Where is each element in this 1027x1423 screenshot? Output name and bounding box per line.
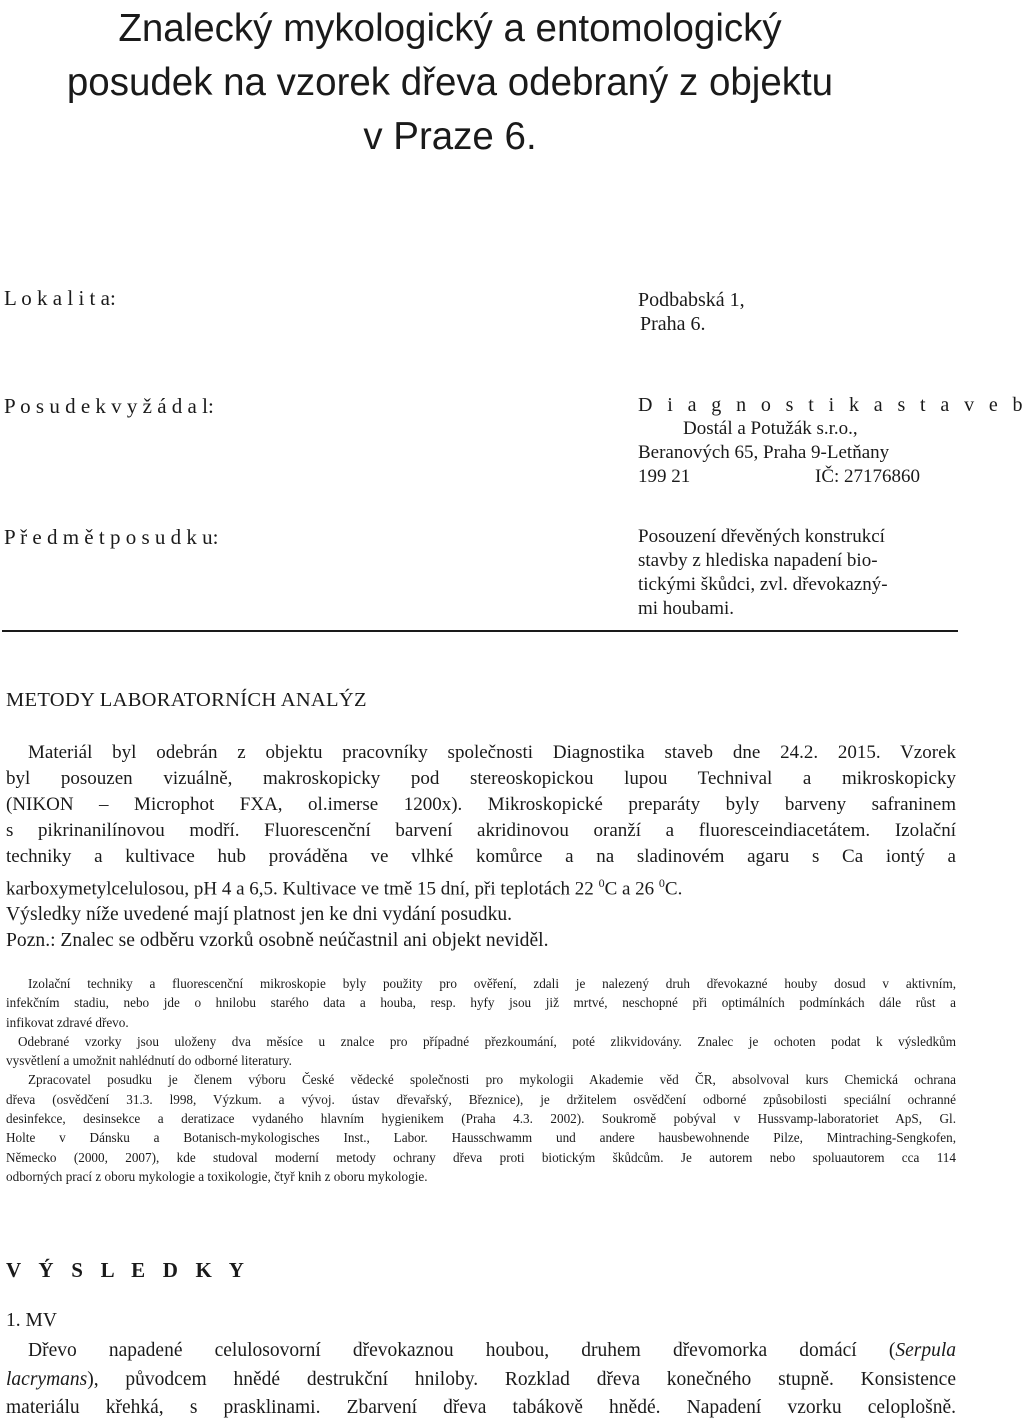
subject-label: P ř e d m ě t p o s u d k u: — [4, 525, 219, 549]
subject-line-2: stavby z hlediska napadení bio- — [638, 550, 878, 571]
results-heading: V Ý S L E D K Y — [6, 1258, 251, 1282]
methods-line-8: Pozn.: Znalec se odběru vzorků osobně neúčastnil ani objekt neviděl. — [6, 930, 549, 952]
company-zip: 199 21 — [638, 466, 691, 487]
locality-line-1: Podbabská 1, — [638, 289, 745, 311]
document-title — [0, 2, 900, 164]
methods-line-6 — [6, 870, 956, 902]
subject-line-3: tickými škůdci, zvl. dřevokazný- — [638, 574, 888, 595]
subject-line-1: Posouzení dřevěných konstrukcí — [638, 526, 885, 547]
note3-line-5: Německo (2000, 2007), kde studoval moderní metody ochrany dřeva proti biotickým škůdcům. Je autorem nebo spoluautorem cca 114 — [6, 1149, 956, 1165]
note3-line-2: dřeva (osvědčení 31.3. l998, Výzkum. a vývoj. ústav dřevařský, Březnice), je držitelem osvědčení odborné způsobilosti speciální ochranné — [6, 1091, 956, 1107]
note3-line-4: Holte v Dánsku a Botanisch-mykologisches Inst., Labor. Hausschwamm und andere hausbewohnende Pilze, Mintraching-Sengkofen, — [6, 1130, 956, 1146]
methods-paragraph — [6, 740, 956, 954]
sample-line-1 — [6, 1337, 956, 1366]
company-address: Beranových 65, Praha 9-Letňany — [638, 442, 890, 463]
company-zip-ic — [638, 465, 1027, 489]
notes-block — [6, 974, 956, 1186]
methods-line-5: techniky a kultivace hub prováděna ve vlhké komůrce a na sladinovém agaru s Ca iontý a — [6, 846, 956, 867]
requested-by-value — [638, 393, 1027, 489]
company-name: D i a g n o s t i k a s t a v e b — [638, 394, 1027, 416]
methods-line-4: s pikrinanilínovou modří. Fluorescenční barvení akridinovou oranží a fluoresceindiacetátem. Izolační — [6, 820, 956, 841]
note2-line-1: Odebrané vzorky jsou uloženy dva měsíce u znalce pro případné přezkoumání, poté zlikvidovány. Znalec je ochoten podat k výsledkům — [18, 1033, 956, 1049]
sample-number: 1. MV — [6, 1310, 57, 1331]
note3-line-1: Zpracovatel posudku je členem výboru České vědecké společnosti pro mykologii Akademie věd ČR, absolvoval kurs Chemická ochrana — [28, 1072, 956, 1088]
note3-line-3: desinfekce, desinsekce a deratizace vydaného hlavním hygienikem (Praha 4.3. 2002). Soukromě pobýval v Hussvamp-laboratoriet ApS, Gl. — [6, 1111, 956, 1127]
sample-line-3: materiálu křehká, s prasklinami. Zbarvení dřeva tabákově hnědé. Napadení vzorku celoplošně. — [6, 1397, 956, 1418]
sample-line-2 — [6, 1366, 956, 1395]
title-line-2: posudek na vzorek dřeva odebraný z objektu — [66, 61, 834, 104]
locality-label: L o k a l i t a: — [4, 286, 116, 310]
subject-value — [638, 525, 888, 621]
note3-line-6: odborných prací z oboru mykologie a toxikologie, čtyř knih z oboru mykologie. — [6, 1168, 428, 1184]
note1-line-1: Izolační techniky a fluorescenční mikroskopie byly použity pro ověření, zdali je nalezený druh dřevokazné houby dosud v aktivním, — [28, 976, 956, 991]
methods-heading: METODY LABORATORNÍCH ANALÝZ — [6, 689, 367, 711]
note1-line-2: infekčním stadiu, nebo jde o hnilobu starého data a houba, resp. hyfy jsou již mrtvé, neschopné při optimálních podmínkách dále růst a — [6, 995, 956, 1011]
requested-by-label: P o s u d e k v y ž á d a l: — [4, 394, 214, 418]
species-genus: Serpula — [895, 1340, 956, 1361]
note2-line-2: vysvětlení a umožnit nahlédnutí do odborné literatury. — [6, 1053, 292, 1069]
note1-line-3: infikovat zdravé dřevo. — [6, 1014, 129, 1030]
methods-line-2: byl posouzen vizuálně, makroskopicky pod stereoskopickou lupou Technival a mikroskopicky — [6, 768, 956, 789]
methods-line-1: Materiál byl odebrán z objektu pracovníky společnosti Diagnostika staveb dne 24.2. 2015. Vzorek — [28, 742, 956, 763]
company-line-2: Dostál a Potužák s.r.o., — [683, 418, 858, 439]
title-line-1: Znalecký mykologický a entomologický — [118, 7, 782, 50]
company-ic: IČ: 27176860 — [815, 466, 921, 487]
methods-line-7: Výsledky níže uvedené mají platnost jen ke dni vydání posudku. — [6, 904, 513, 926]
sample-line-2-text: ), původcem hnědé destrukční hniloby. Rozklad dřeva konečného stupně. Konsistence — [87, 1368, 956, 1390]
sample-line-1-text: Dřevo napadené celulosovorní dřevokaznou houbou, druhem dřevomorka domácí ( — [28, 1340, 896, 1361]
temp-sup-2: 0 — [658, 876, 665, 890]
methods-line-3: (NIKON – Microphot FXA, ol.imerse 1200x). Mikroskopické preparáty byly barveny safraninem — [6, 794, 956, 815]
horizontal-rule — [2, 630, 958, 632]
subject-line-4: mi houbami. — [638, 598, 735, 619]
species-epithet: lacrymans — [6, 1368, 88, 1390]
temp-sup-1: 0 — [598, 876, 605, 890]
sample-description — [6, 1337, 956, 1423]
title-line-3: v Praze 6. — [363, 115, 537, 158]
locality-value — [638, 288, 745, 336]
locality-line-2: Praha 6. — [640, 313, 706, 335]
methods-line-6-end: C. — [664, 878, 683, 900]
methods-line-6-mid: C a 26 — [604, 878, 659, 900]
methods-line-6-text: karboxymetylcelulosou, pH 4 a 6,5. Kultivace ve tmě 15 dní, při teplotách 22 — [6, 878, 599, 900]
